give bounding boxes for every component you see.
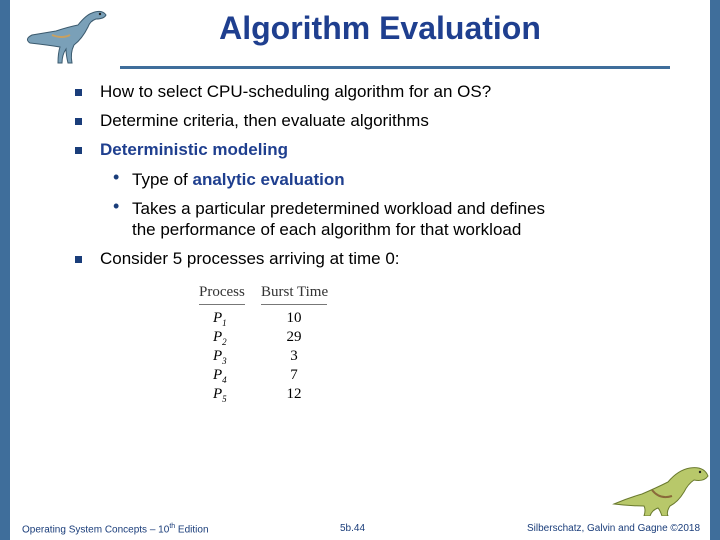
analytic-evaluation-highlight: analytic evaluation [192,170,345,189]
sub-bullet-type-prefix: Type of [132,170,193,189]
sub-bullet-marker: • [113,167,120,187]
header-burst-time: Burst Time [261,284,329,300]
bullet-consider-processes: Consider 5 processes arriving at time 0: [100,249,400,268]
bullet-marker [75,256,82,263]
right-border-bar [710,0,720,540]
burst-time: 10 [286,310,302,326]
header-underline [199,304,245,305]
dinosaur-illustration-icon [612,460,712,516]
bullet-marker [75,118,82,125]
bullet-marker [75,89,82,96]
header-process: Process [199,284,245,300]
sub-bullet-analytic-evaluation [132,169,345,191]
process-name: $P_3$ [213,348,227,366]
footer-slide-number: 5b.44 [340,523,366,534]
bullet-determine-criteria: Determine criteria, then evaluate algorithms [100,111,429,130]
footer-book-title: Operating System Concepts – 10th Edition [22,523,209,536]
bullet-select-algorithm: How to select CPU-scheduling algorithm for an OS? [100,82,492,101]
process-name: $P_4$ [213,367,227,385]
burst-time: 3 [290,348,298,364]
sub-bullet-workload-line2: the performance of each algorithm for that workload [132,220,522,239]
burst-time: 7 [290,367,298,383]
burst-time: 29 [286,329,302,345]
title-underline [120,66,670,69]
process-name: $P_2$ [213,329,227,347]
process-name: $P_1$ [213,310,227,328]
sub-bullet-workload-line1: Takes a particular predetermined workload and defines [132,199,545,218]
bullet-deterministic-modeling: Deterministic modeling [100,140,288,159]
footer-authors: Silberschatz, Galvin and Gagne ©2018 [527,523,701,534]
burst-time: 12 [286,386,302,402]
slide-title: Algorithm Evaluation [219,10,541,46]
header-underline [261,304,327,305]
dinosaur-logo-icon [22,5,112,69]
sub-bullet-marker: • [113,196,120,216]
process-name: $P_5$ [213,386,227,404]
left-border-bar [0,0,10,540]
bullet-marker [75,147,82,154]
